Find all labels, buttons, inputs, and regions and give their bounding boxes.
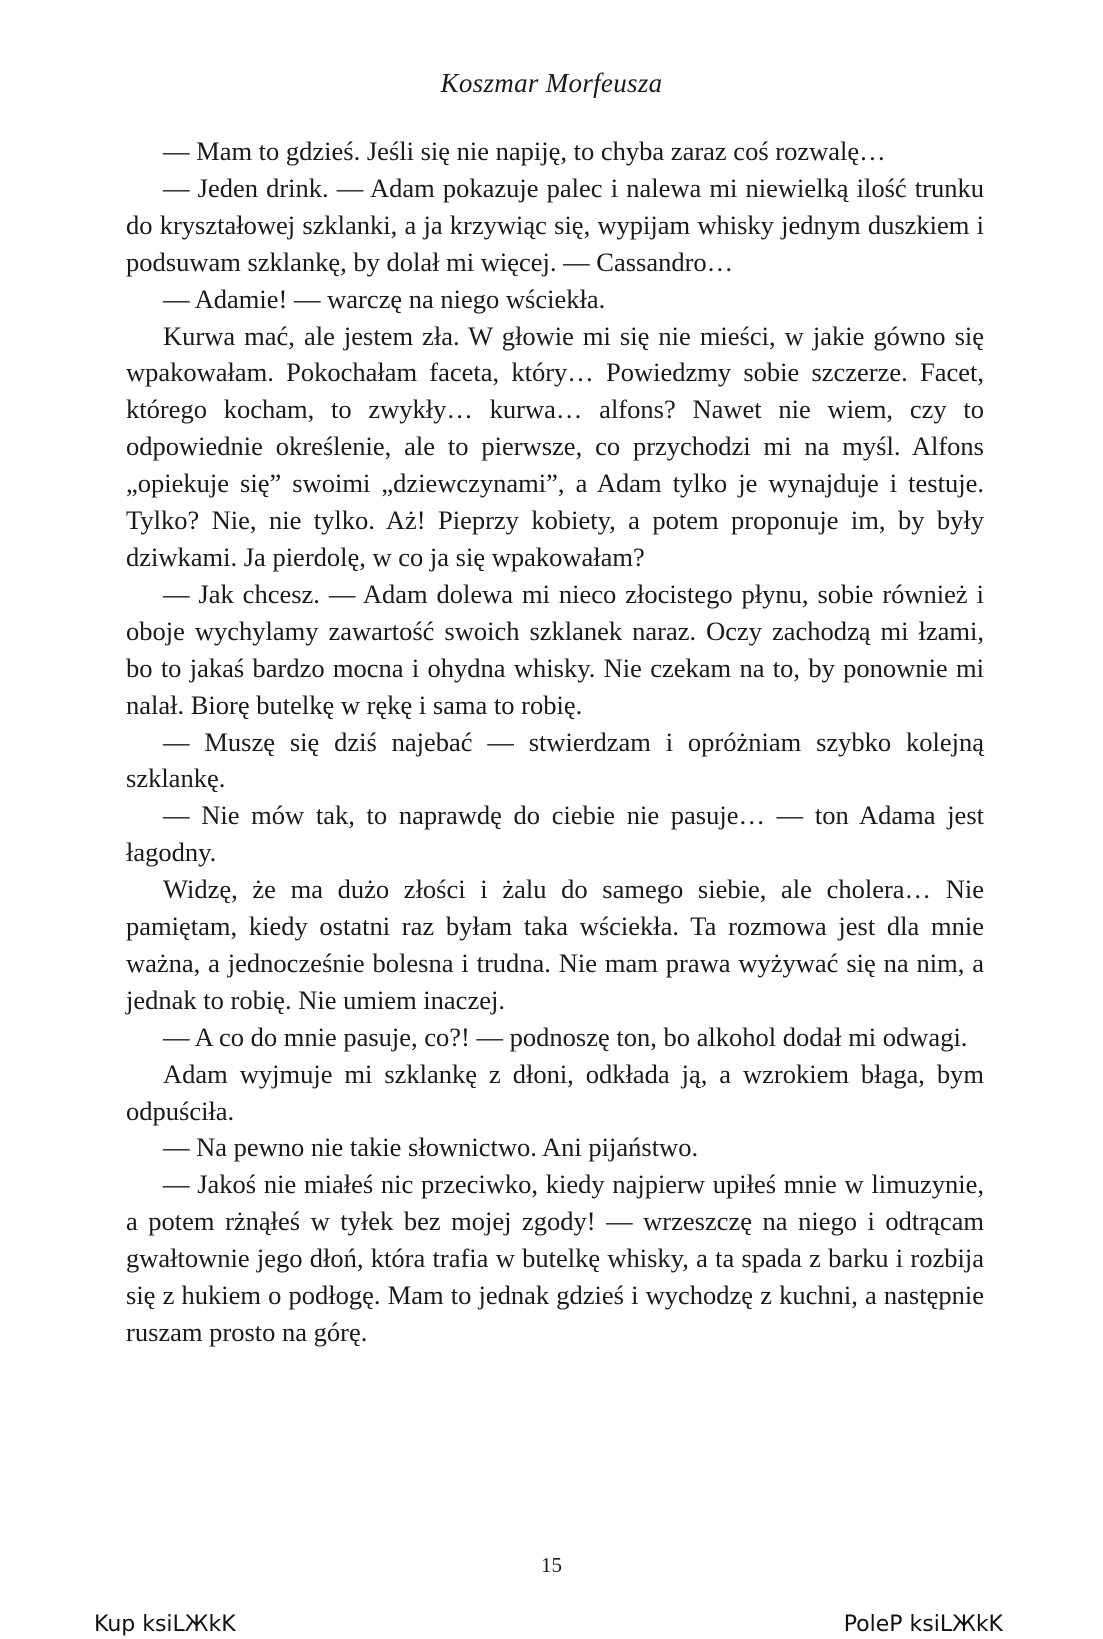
paragraph: — Adamie! — warczę na niego wściekła. [163, 283, 606, 314]
recommend-book-link[interactable]: PoleP ksiLЖkK [843, 1612, 1003, 1637]
paragraph: Widzę, że ma dużo złości i żalu do samego siebie, ale cholera… Nie pamiętam, kiedy ostatni raz byłam taka wściekła. Ta rozmowa jest dla mnie ważna, a jednocześnie bolesna i trudna. Nie mam prawa wyżywać się na nim, a jednak to robię. Nie umiem inaczej. [126, 874, 984, 1015]
body-text [126, 133, 984, 1351]
paragraph: — Muszę się dziś najebać — stwierdzam i opróżniam szybko kolejną szklankę. [126, 726, 984, 794]
paragraph: Kurwa mać, ale jestem zła. W głowie mi się nie mieści, w jakie gówno się wpakowałam. Pokochałam faceta, który… Powiedzmy sobie szczerze. Facet, którego kocham, to zwykły… kurwa… alfons? Nawet nie wiem, czy to odpowiednie określenie, ale to pierwsze, co przychodzi mi na myśl. Alfons „opiekuje się” swoimi „dziewczynami”, a Adam tylko je wynajduje i testuje. Tylko? Nie, nie tylko. Aż! Pieprzy kobiety, a potem proponuje im, by były dziwkami. Ja pierdolę, w co ja się wpakowałam? [126, 320, 984, 572]
paragraph: — Jeden drink. — Adam pokazuje palec i nalewa mi niewielką ilość trunku do kryształowej szklanki, a ja krzywiąc się, wypijam whisky jednym duszkiem i podsuwam szklankę, by dolał mi więcej. — Cassandro… [126, 172, 984, 277]
paragraph: — A co do mnie pasuje, co?! — podnoszę ton, bo alkohol dodał mi odwagi. [163, 1021, 968, 1052]
paragraph: — Jakoś nie miałeś nic przeciwko, kiedy najpierw upiłeś mnie w limuzynie, a potem rżnąłeś w tyłek bez mojej zgody! — wrzeszczę na niego i odtrącam gwałtownie jego dłoń, która trafia w butelkę whisky, a ta spada z barku i rozbija się z hukiem o podłogę. Mam to jednak gdzieś i wychodzę z kuchni, a następnie ruszam prosto na górę. [126, 1169, 984, 1347]
page-number: 15 [541, 1553, 562, 1577]
paragraph: — Nie mów tak, to naprawdę do ciebie nie pasuje… — ton Adama jest łagodny. [126, 800, 984, 868]
paragraph: Adam wyjmuje mi szklankę z dłoni, odkłada ją, a wzrokiem błaga, bym odpuściła. [126, 1058, 984, 1126]
paragraph: — Jak chcesz. — Adam dolewa mi nieco złocistego płynu, sobie również i oboje wychylamy zawartość swoich szklanek naraz. Oczy zachodzą mi łzami, bo to jakaś bardzo mocna i ohydna whisky. Nie czekam na to, by ponownie mi nalał. Biorę butelkę w rękę i sama to robię. [126, 578, 984, 720]
paragraph: — Mam to gdzieś. Jeśli się nie napiję, to chyba zaraz coś rozwalę… [163, 136, 886, 166]
running-head-title: Koszmar Morfeusza [440, 68, 663, 98]
paragraph: — Na pewno nie takie słownictwo. Ani pijaństwo. [163, 1132, 699, 1163]
buy-book-link[interactable]: Kup ksiLЖkK [94, 1612, 236, 1637]
